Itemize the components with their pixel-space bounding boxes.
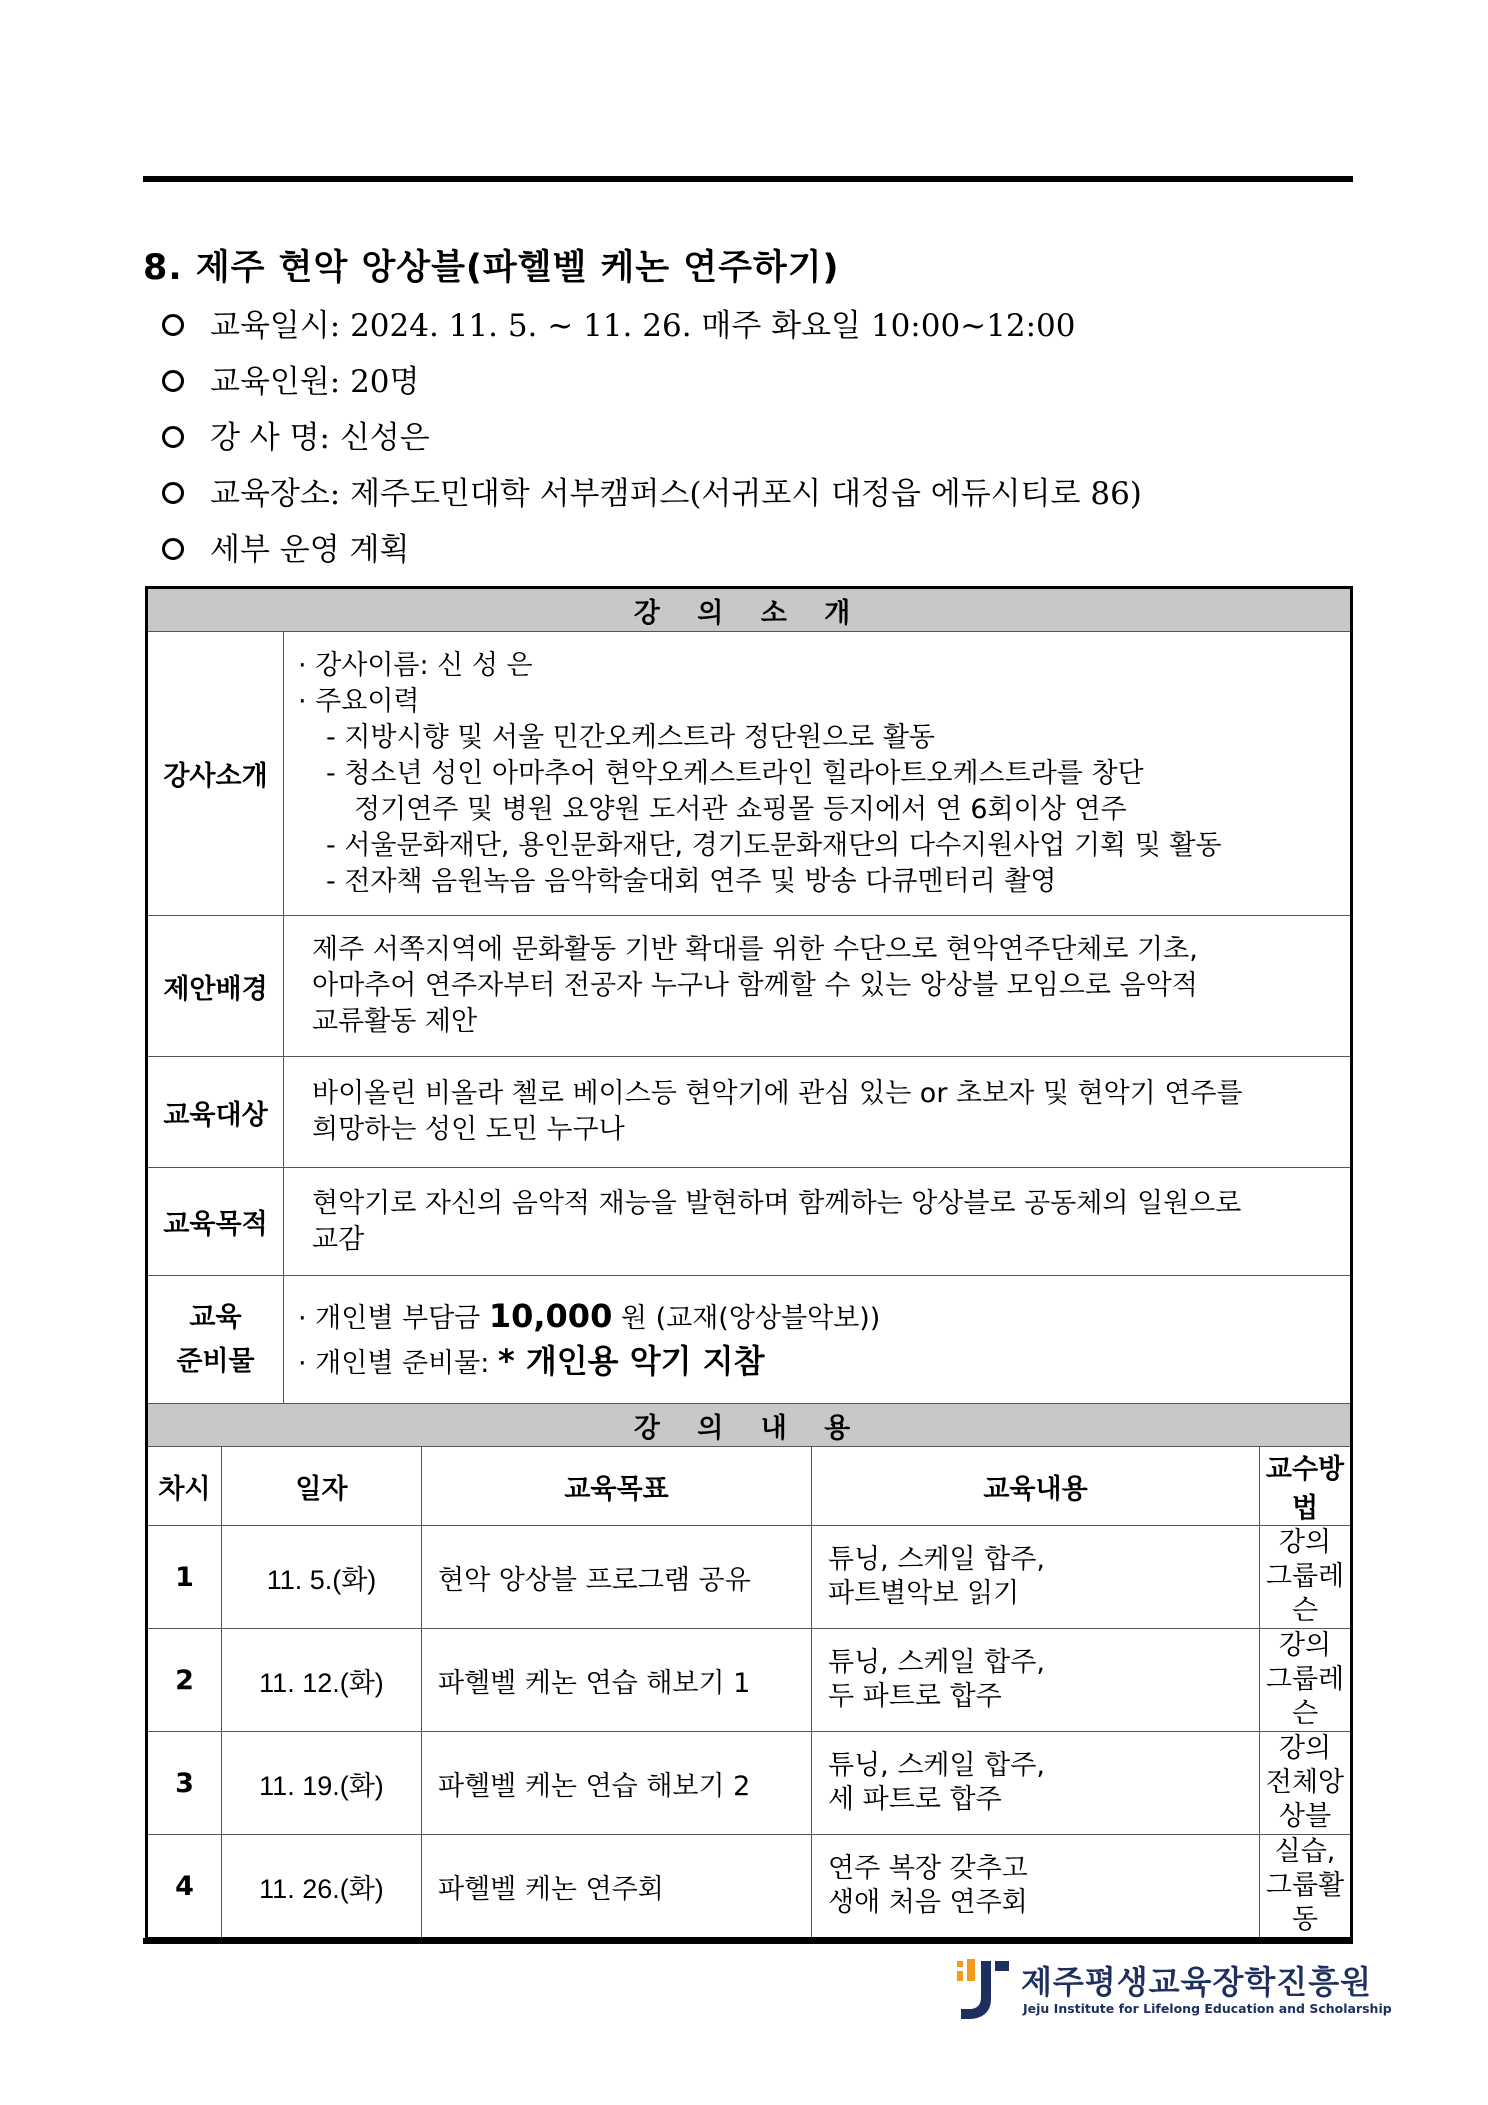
method-line: 강의 [1278, 1630, 1332, 1661]
organization-logo [955, 1955, 1392, 2025]
prep-line [298, 1340, 1338, 1385]
fee-line [298, 1295, 1338, 1340]
method-line: 실습, [1274, 1836, 1336, 1867]
target-label: 교육대상 [147, 1057, 284, 1168]
schedule-header-row [147, 1447, 1352, 1526]
method-line: 강의 [1278, 1733, 1332, 1764]
career-title: · 주요이력 [298, 685, 420, 717]
schedule-section-row [147, 1404, 1352, 1447]
schedule-info: 교육일시: 2024. 11. 5. ~ 11. 26. 매주 화요일 10:00~12:00 [210, 308, 1076, 344]
circle-bullet-icon [162, 314, 184, 336]
list-item [162, 466, 1142, 522]
content-line: 두 파트로 합주 [828, 1681, 1002, 1712]
column-header: 일자 [222, 1447, 422, 1526]
circle-bullet-icon [162, 370, 184, 392]
bottom-rule [143, 1938, 1353, 1944]
session-method [1260, 1732, 1352, 1835]
instructor-content [284, 632, 1352, 916]
background-line: 교류활동 제안 [312, 1006, 478, 1037]
instructor-row [147, 632, 1352, 916]
materials-row [147, 1276, 1352, 1404]
table-row [147, 1732, 1352, 1835]
method-line: 그룹레슨 [1265, 1561, 1345, 1626]
session-content [812, 1629, 1260, 1732]
content-line: 튜닝, 스케일 합주, [828, 1544, 1045, 1575]
organization-name-en: Jeju Institute for Lifelong Education and Scholarship [1023, 2001, 1392, 2016]
fee-prefix: · 개인별 부담금 [298, 1302, 481, 1334]
session-date: 11. 12.(화) [222, 1629, 422, 1732]
fee-amount: 10,000 [488, 1296, 613, 1335]
materials-label-line: 준비물 [176, 1345, 255, 1377]
overview-list [162, 298, 1142, 578]
organization-name: 제주평생교육장학진흥원 [1021, 1963, 1373, 2001]
target-content [284, 1057, 1352, 1168]
circle-bullet-icon [162, 426, 184, 448]
purpose-row [147, 1168, 1352, 1276]
capacity-info: 교육인원: 20명 [210, 364, 420, 400]
background-content [284, 916, 1352, 1057]
column-header: 교육내용 [812, 1447, 1260, 1526]
session-goal: 파헬벨 케논 연주회 [422, 1835, 812, 1939]
content-line: 생애 처음 연주회 [828, 1887, 1028, 1918]
session-content [812, 1732, 1260, 1835]
method-line: 그룹레슨 [1265, 1664, 1345, 1729]
column-header: 교육목표 [422, 1447, 812, 1526]
purpose-label: 교육목적 [147, 1168, 284, 1276]
background-line: 아마추어 연주자부터 전공자 누구나 함께할 수 있는 앙상블 모임으로 음악적 [312, 970, 1198, 1001]
content-line: 튜닝, 스케일 합주, [828, 1647, 1045, 1678]
session-number: 1 [147, 1526, 222, 1629]
list-item [162, 298, 1142, 354]
prep-item: * 개인용 악기 지참 [497, 1341, 765, 1380]
list-item [162, 354, 1142, 410]
instructor-label: 강사소개 [147, 632, 284, 916]
content-line: 세 파트로 합주 [828, 1784, 1002, 1815]
content-line: 튜닝, 스케일 합주, [828, 1750, 1045, 1781]
session-method [1260, 1629, 1352, 1732]
background-label: 제안배경 [147, 916, 284, 1057]
purpose-line: 현악기로 자신의 음악적 재능을 발현하며 함께하는 앙상블로 공동체의 일원으로 [312, 1187, 1242, 1219]
circle-bullet-icon [162, 482, 184, 504]
purpose-line: 교감 [312, 1223, 365, 1255]
course-table [145, 586, 1353, 1940]
table-row [147, 1629, 1352, 1732]
materials-label-line: 교육 [189, 1301, 242, 1333]
session-content [812, 1526, 1260, 1629]
purpose-content [284, 1168, 1352, 1276]
instructor-name: · 강사이름: 신 성 은 [298, 649, 533, 681]
session-method [1260, 1835, 1352, 1939]
intro-section-title: 강 의 소 개 [147, 588, 1352, 632]
method-line: 전체앙상블 [1265, 1767, 1345, 1832]
career-item: - 전자책 음원녹음 음악학술대회 연주 및 방송 다큐멘터리 촬영 [326, 865, 1057, 897]
circle-bullet-icon [162, 538, 184, 560]
career-item: - 서울문화재단, 용인문화재단, 경기도문화재단의 다수지원사업 기획 및 활동 [326, 829, 1222, 861]
column-header: 교수방법 [1260, 1447, 1352, 1526]
background-row [147, 916, 1352, 1057]
session-content [812, 1835, 1260, 1939]
page-title: 8. 제주 현악 앙상블(파헬벨 케논 연주하기) [143, 248, 840, 288]
instructor-info: 강 사 명: 신성은 [210, 420, 430, 456]
location-info: 교육장소: 제주도민대학 서부캠퍼스(서귀포시 대정읍 에듀시티로 86) [210, 476, 1142, 512]
session-goal: 파헬벨 케논 연습 해보기 1 [422, 1629, 812, 1732]
session-date: 11. 26.(화) [222, 1835, 422, 1939]
method-line: 강의 [1278, 1527, 1332, 1558]
table-row [147, 1835, 1352, 1939]
session-method [1260, 1526, 1352, 1629]
content-line: 연주 복장 갖추고 [828, 1853, 1028, 1884]
method-line: 그룹활동 [1265, 1870, 1345, 1935]
schedule-section-title: 강 의 내 용 [147, 1404, 1352, 1447]
list-item [162, 522, 1142, 578]
top-rule [143, 176, 1353, 182]
content-line: 파트별악보 읽기 [828, 1578, 1020, 1609]
prep-prefix: · 개인별 준비물: [298, 1347, 490, 1379]
intro-section-row [147, 588, 1352, 632]
career-item: - 청소년 성인 아마추어 현악오케스트라인 힐라아트오케스트라를 창단 [326, 757, 1144, 789]
career-item: - 지방시향 및 서울 민간오케스트라 정단원으로 활동 [326, 721, 935, 753]
session-date: 11. 19.(화) [222, 1732, 422, 1835]
table-row [147, 1526, 1352, 1629]
session-number: 4 [147, 1835, 222, 1939]
session-number: 3 [147, 1732, 222, 1835]
session-goal: 파헬벨 케논 연습 해보기 2 [422, 1732, 812, 1835]
target-row [147, 1057, 1352, 1168]
jeju-institute-logo-icon [955, 1957, 1013, 2023]
career-item: 정기연주 및 병원 요양원 도서관 쇼핑몰 등지에서 연 6회이상 연주 [354, 793, 1127, 825]
target-line: 희망하는 성인 도민 누구나 [312, 1114, 625, 1145]
list-item [162, 410, 1142, 466]
plan-heading: 세부 운영 계획 [210, 532, 410, 568]
background-line: 제주 서쪽지역에 문화활동 기반 확대를 위한 수단으로 현악연주단체로 기초, [312, 934, 1198, 965]
target-line: 바이올린 비올라 첼로 베이스등 현악기에 관심 있는 or 초보자 및 현악기 연주를 [312, 1078, 1243, 1109]
fee-suffix: 원 (교재(앙상블악보)) [620, 1302, 881, 1334]
materials-content [284, 1276, 1352, 1404]
materials-label [147, 1276, 284, 1404]
session-number: 2 [147, 1629, 222, 1732]
session-goal: 현악 앙상블 프로그램 공유 [422, 1526, 812, 1629]
session-date: 11. 5.(화) [222, 1526, 422, 1629]
column-header: 차시 [147, 1447, 222, 1526]
